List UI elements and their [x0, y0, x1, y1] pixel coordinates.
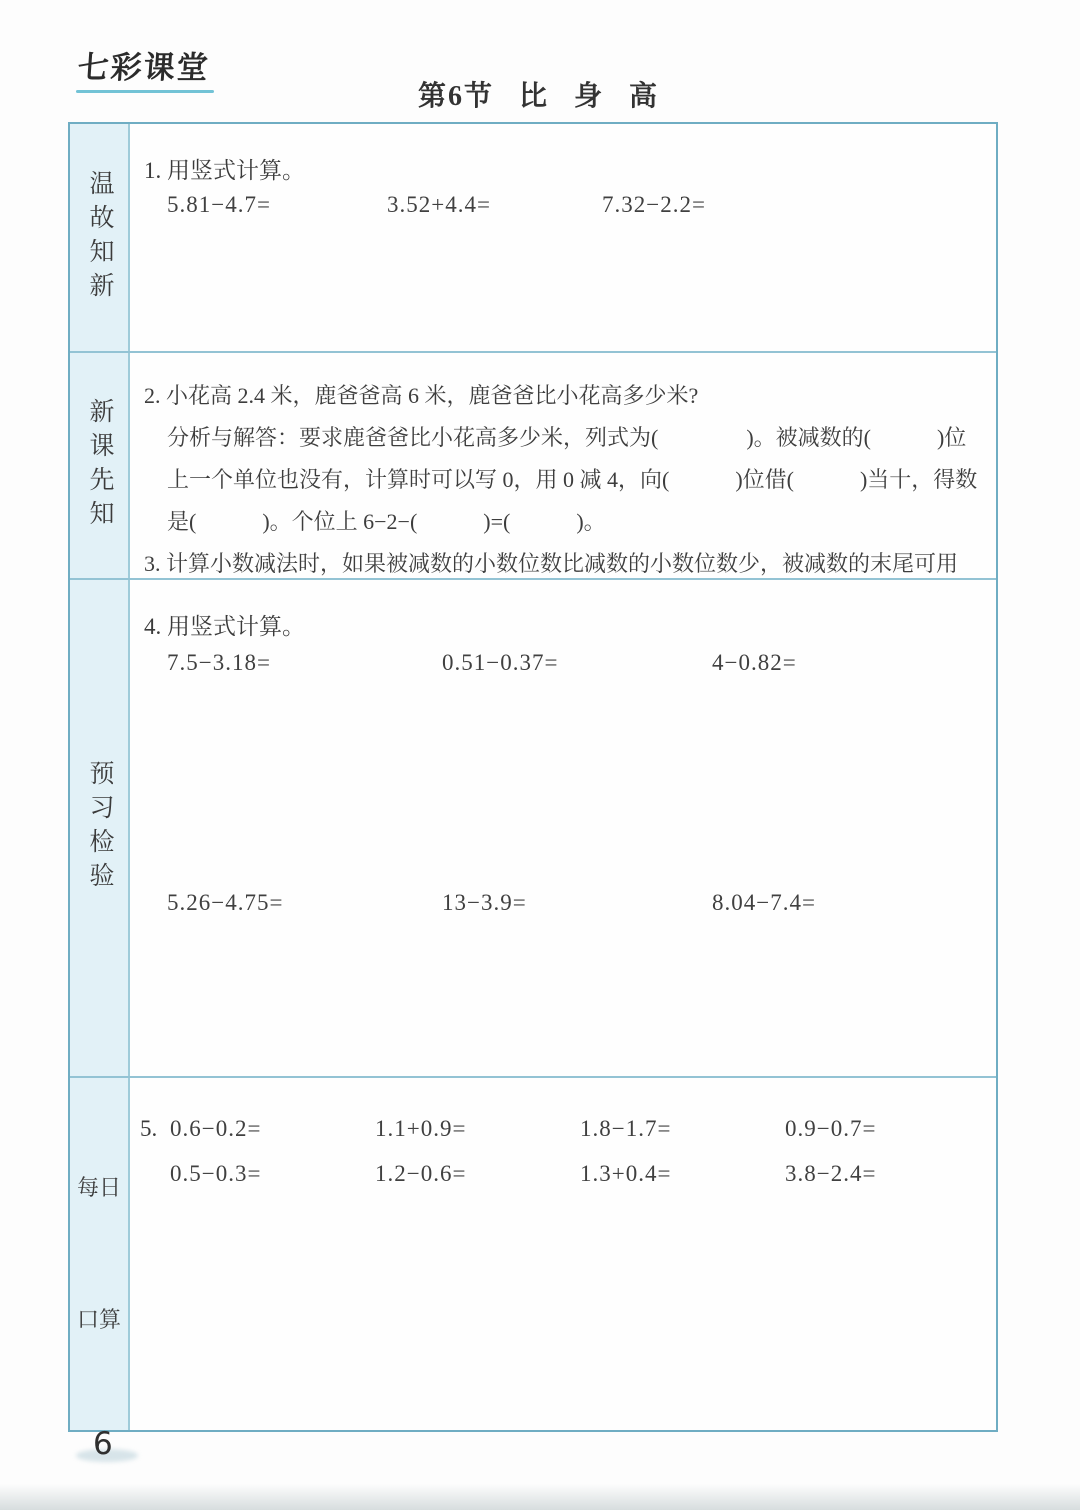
page-title: 第6节 比 身 高	[418, 81, 660, 112]
section-daily-oral-content	[130, 1078, 996, 1430]
section-new-lesson-content	[130, 353, 996, 578]
section-daily-oral-label-line: 每日	[76, 1175, 121, 1201]
section-preview-check	[70, 580, 996, 1078]
brand-logo: 七彩课堂	[76, 50, 212, 86]
math-problem: 3.52+4.4=	[387, 192, 491, 217]
math-problem: 0.6−0.2=	[170, 1116, 262, 1142]
question-2-line: 分析与解答：要求鹿爸爸比小花高多少米，列式为( )。被减数的( )位	[167, 425, 967, 451]
math-problem: 1.8−1.7=	[580, 1116, 672, 1142]
math-problem: 0.5−0.3=	[170, 1161, 262, 1187]
section-new-lesson-label: 新课先知	[86, 397, 113, 534]
question-2-line: 2. 小花高 2.4 米，鹿爸爸高 6 米，鹿爸爸比小花高多少米?	[144, 383, 699, 409]
section-daily-oral-label	[72, 1078, 127, 1430]
workbook-table	[68, 122, 998, 1432]
math-problem: 3.8−2.4=	[785, 1161, 877, 1187]
section-review-content	[130, 124, 996, 351]
math-problem: 13−3.9=	[442, 890, 527, 916]
section-new-lesson-sidebar	[70, 353, 130, 578]
question-5-number: 5.	[140, 1116, 158, 1142]
section-preview-check-content	[130, 580, 996, 1076]
math-problem: 7.5−3.18=	[167, 650, 271, 676]
math-problem: 8.04−7.4=	[712, 890, 816, 916]
section-review-label: 温故知新	[86, 169, 113, 306]
section-review-sidebar	[70, 124, 130, 351]
section-preview-check-sidebar	[70, 580, 130, 1076]
question-2-line: 上一个单位也没有，计算时可以写 0，用 0 减 4，向( )位借( )当十，得数	[167, 467, 978, 493]
math-problem: 5.26−4.75=	[167, 890, 284, 916]
section-daily-oral	[70, 1078, 996, 1430]
math-problem: 1.2−0.6=	[375, 1161, 467, 1187]
question-1-header: 1. 用竖式计算。	[144, 158, 305, 183]
scan-bottom-shadow	[0, 1484, 1080, 1510]
section-new-lesson	[70, 353, 996, 580]
question-4-header: 4. 用竖式计算。	[144, 614, 305, 640]
section-preview-check-label: 预习检验	[86, 760, 113, 897]
section-daily-oral-sidebar	[70, 1078, 130, 1430]
math-problem: 7.32−2.2=	[602, 192, 706, 217]
question-3-line: 3. 计算小数减法时，如果被减数的小数位数比减数的小数位数少，被减数的末尾可用	[144, 551, 959, 577]
question-2-line: 是( )。个位上 6−2−( )=( )。	[167, 509, 606, 535]
math-problem: 4−0.82=	[712, 650, 797, 676]
page-number: 6	[93, 1426, 113, 1462]
logo-underline	[76, 90, 214, 93]
math-problem: 5.81−4.7=	[167, 192, 271, 217]
math-problem: 1.3+0.4=	[580, 1161, 672, 1187]
math-problem: 0.51−0.37=	[442, 650, 559, 676]
math-problem: 1.1+0.9=	[375, 1116, 467, 1142]
section-daily-oral-label-line: 口算	[76, 1307, 121, 1333]
math-problem: 0.9−0.7=	[785, 1116, 877, 1142]
section-review	[70, 124, 996, 353]
